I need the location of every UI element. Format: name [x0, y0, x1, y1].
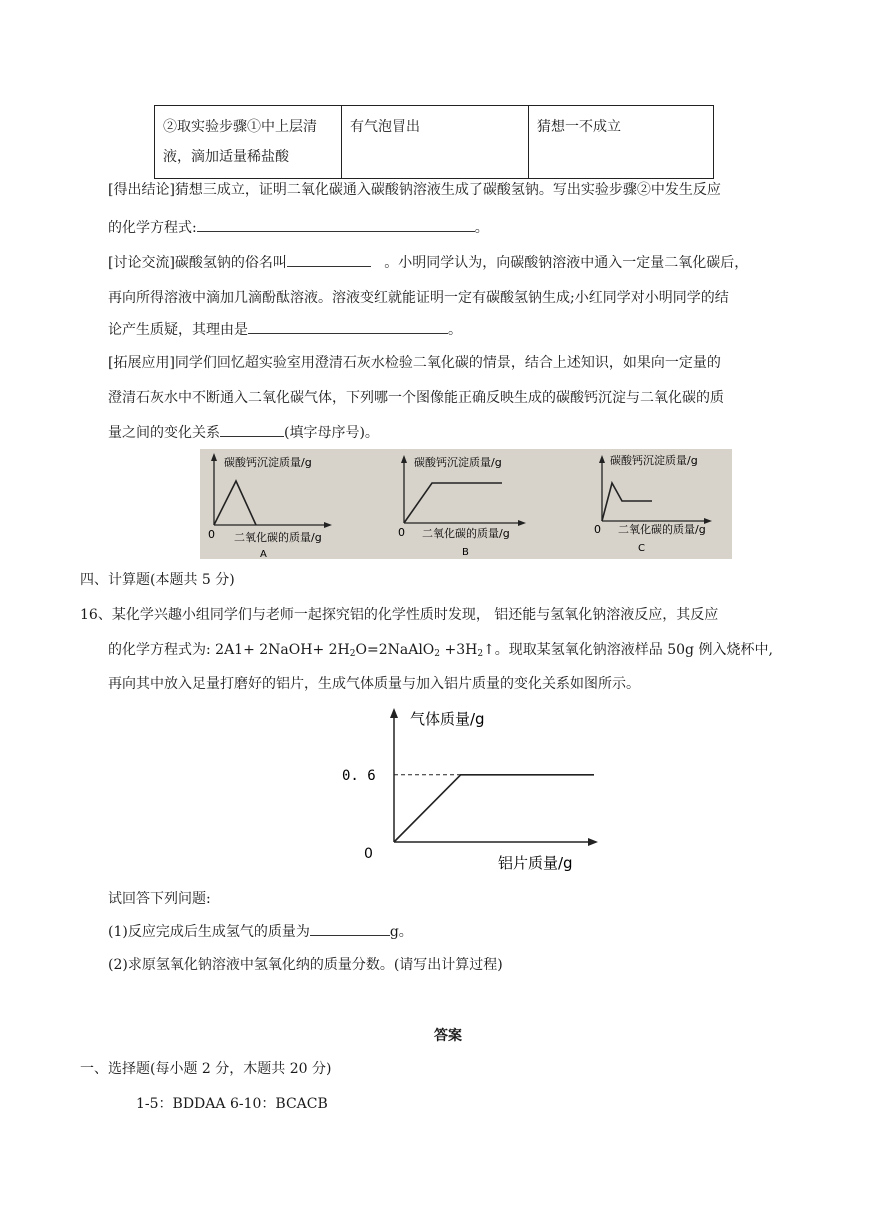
extension-line-3 — [108, 422, 379, 443]
x-axis-label: 二氧化碳的质量/g — [618, 523, 706, 536]
answer-blank-reason[interactable] — [248, 319, 448, 334]
arrow-up-icon — [401, 455, 407, 463]
extension-prefix: 量之间的变化关系 — [108, 425, 220, 441]
origin-label: 0 — [594, 523, 601, 536]
graph-label: A — [260, 549, 267, 560]
curve-triangle — [214, 481, 256, 525]
extension-suffix: (填字母序号)。 — [284, 425, 379, 441]
answer-blank-option[interactable] — [220, 422, 284, 437]
origin-label: 0 — [364, 846, 373, 862]
x-axis-label: 二氧化碳的质量/g — [234, 531, 322, 544]
discussion-line-2: 再向所得溶液中滴加几滴酚酞溶液。溶液变红就能证明一定有碳酸氢钠生成;小红同学对小明同学的结 — [108, 290, 729, 306]
arrow-right-icon — [518, 520, 526, 526]
option-graph-a — [200, 449, 380, 559]
equation-part-2: O=2NaAlO — [355, 642, 435, 658]
discussion-suffix: 。小明同学认为，向碳酸钠溶液中通入一定量二氧化碳后， — [384, 255, 749, 271]
question-1-suffix: g。 — [389, 924, 413, 940]
answer-blank-common-name[interactable] — [287, 252, 371, 267]
conclusion-prefix: 的化学方程式: — [108, 220, 197, 236]
option-graphs-panel — [200, 449, 732, 559]
equation-part-4: ↑。现取某氢氧化钠溶液样品 50g 例入烧杯中, — [483, 642, 773, 658]
table-cell-phenomenon: 有气泡冒出 — [342, 106, 529, 179]
table-cell-conclusion: 猜想一不成立 — [529, 106, 714, 179]
step-line-1: ②取实验步骤①中上层清 — [163, 119, 317, 135]
subscript-2: 2 — [349, 649, 356, 659]
origin-label: 0 — [208, 528, 215, 541]
arrow-up-icon — [211, 453, 217, 461]
discussion-line-1 — [108, 252, 748, 273]
conclusion-line-2 — [108, 217, 489, 238]
option-graph-c — [590, 449, 732, 559]
extension-line-2: 澄清石灰水中不断通入二氧化碳气体，下列哪一个图像能正确反映生成的碳酸钙沉淀与二氧化碳的质 — [108, 390, 724, 406]
conclusion-line-1: [得出结论]猜想三成立，证明二氧化碳通入碳酸钠溶液生成了碳酸氢钠。写出实验步骤②中发生反应 — [108, 182, 721, 198]
experiment-table — [154, 105, 714, 179]
extension-line-1: [拓展应用]同学们回忆超实验室用澄清石灰水检验二氧化碳的情景，结合上述知识，如果向一定量的 — [108, 355, 721, 371]
table-row — [155, 106, 714, 179]
gas-mass-chart — [342, 700, 610, 880]
arrow-right-icon — [588, 838, 598, 846]
answers-section-1: 一、选择题(每小题 2 分，木题共 20 分) — [80, 1061, 332, 1077]
step-line-2: 液，滴加适量稀盐酸 — [163, 149, 289, 165]
y-axis-label: 碳酸钙沉淀质量/g — [224, 456, 312, 469]
curve-peak-then-drop — [602, 483, 652, 521]
y-axis-label: 气体质量/g — [410, 710, 485, 728]
y-axis-label: 碳酸钙沉淀质量/g — [610, 454, 698, 467]
subscript-2: 2 — [477, 649, 484, 659]
answers-row-1: 1-5：BDDAA 6-10：BCACB — [136, 1096, 328, 1112]
x-axis-label: 铝片质量/g — [498, 854, 573, 872]
graph-label: C — [638, 543, 645, 554]
series-line — [394, 775, 594, 842]
arrow-up-icon — [390, 708, 398, 718]
x-axis-label: 二氧化碳的质量/g — [422, 527, 510, 540]
q16-line-2 — [108, 640, 773, 664]
answer-blank-equation[interactable] — [197, 217, 475, 232]
origin-label: 0 — [398, 526, 405, 539]
answer-blank-hydrogen-mass[interactable] — [310, 921, 390, 936]
section4-heading: 四、计算题(本题共 5 分) — [80, 572, 235, 588]
subscript-2: 2 — [434, 649, 441, 659]
y-axis-label: 碳酸钙沉淀质量/g — [414, 456, 502, 469]
q16-line-1: 16、某化学兴趣小组同学们与老师一起探究铝的化学性质时发现， 铝还能与氢氧化钠溶液反应，其反应 — [80, 607, 719, 623]
table-cell-step — [155, 106, 342, 179]
arrow-right-icon — [324, 522, 332, 528]
question-1 — [108, 921, 413, 942]
arrow-up-icon — [599, 455, 605, 463]
q16-line-3: 再向其中放入足量打磨好的铝片，生成气体质量与加入铝片质量的变化关系如图所示。 — [108, 676, 640, 692]
option-graph-b — [392, 449, 572, 559]
graph-label: B — [462, 547, 469, 558]
question-1-prefix: (1)反应完成后生成氢气的质量为 — [108, 924, 310, 940]
answers-title: 答案 — [434, 1028, 462, 1044]
discussion-line-3 — [108, 319, 462, 340]
discussion-reason-prefix: 论产生质疑，其理由是 — [108, 322, 248, 338]
questions-intro: 试回答下列问题: — [108, 891, 211, 907]
discussion-prefix: [讨论交流]碳酸氢钠的俗名叫 — [108, 255, 287, 271]
question-2: (2)求原氢氧化钠溶液中氢氧化纳的质量分数。(请写出计算过程) — [108, 957, 503, 973]
y-tick-label: 0. 6 — [342, 767, 376, 784]
discussion-reason-suffix: 。 — [448, 322, 462, 338]
curve-plateau — [404, 483, 502, 523]
equation-part-3: +3H — [440, 642, 478, 658]
equation-part-1: 的化学方程式为: 2A1+ 2NaOH+ 2H — [108, 642, 350, 658]
conclusion-suffix: 。 — [474, 220, 489, 236]
